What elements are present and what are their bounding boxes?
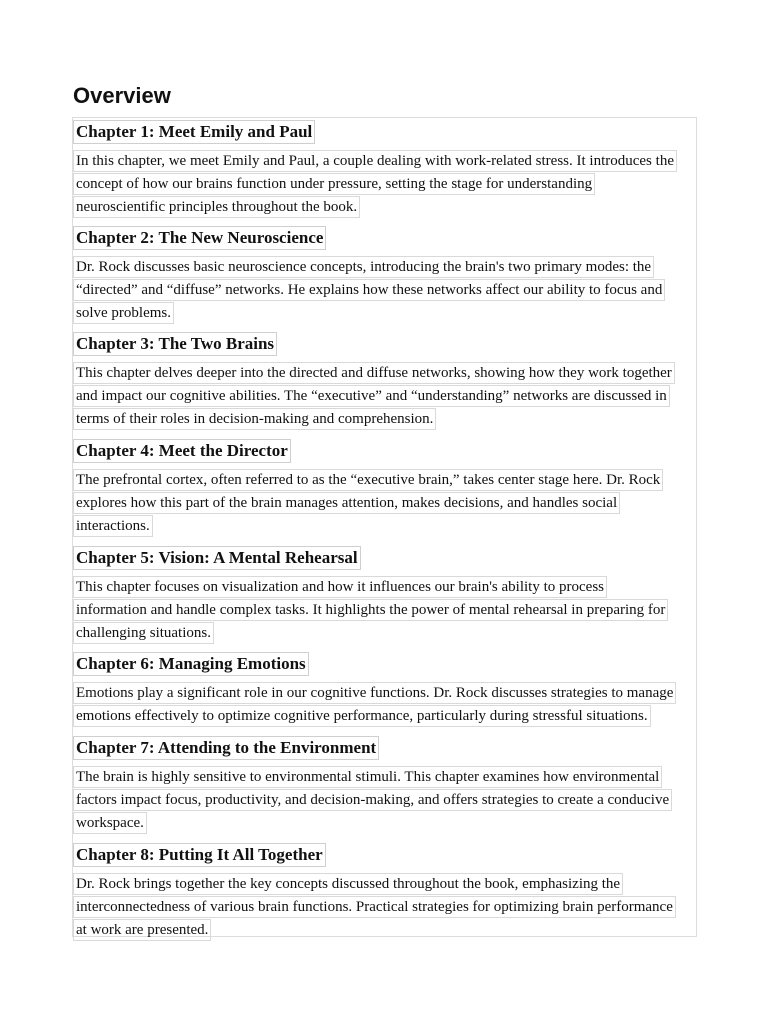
chapter-title: Chapter 5: Vision: A Mental Rehearsal [73,546,361,570]
chapter-summary-line: concept of how our brains function under pressure, setting the stage for understanding [73,173,595,195]
chapter-summary-line: Dr. Rock brings together the key concepts discussed throughout the book, emphasizing the [73,873,623,895]
chapter-summary-line: terms of their roles in decision-making and comprehension. [73,408,436,430]
chapter-title: Chapter 3: The Two Brains [73,332,277,356]
chapter-title: Chapter 4: Meet the Director [73,439,291,463]
chapter-summary-line: “directed” and “diffuse” networks. He explains how these networks affect our ability to focus and [73,279,665,301]
chapter-summary-line: neuroscientific principles throughout the book. [73,196,360,218]
chapter-title: Chapter 6: Managing Emotions [73,652,309,676]
chapter-title: Chapter 8: Putting It All Together [73,843,326,867]
chapter-summary-line: In this chapter, we meet Emily and Paul, a couple dealing with work-related stress. It introduces the [73,150,677,172]
chapter-summary-line: explores how this part of the brain manages attention, makes decisions, and handles social [73,492,620,514]
chapter-summary-line: information and handle complex tasks. It highlights the power of mental rehearsal in preparing for [73,599,668,621]
chapter-summary-line: and impact our cognitive abilities. The “executive” and “understanding” networks are discussed in [73,385,670,407]
chapter-title: Chapter 7: Attending to the Environment [73,736,379,760]
chapter-overview-box [72,117,697,937]
chapter-summary-line: emotions effectively to optimize cognitive performance, particularly during stressful situations. [73,705,651,727]
chapter-summary-line: solve problems. [73,302,174,324]
chapter-summary-line: workspace. [73,812,147,834]
chapter-summary-line: factors impact focus, productivity, and decision-making, and offers strategies to create a conducive [73,789,672,811]
page-title: Overview [73,83,171,108]
chapter-summary-line: This chapter focuses on visualization and how it influences our brain's ability to process [73,576,607,598]
chapter-summary-line: interactions. [73,515,153,537]
chapter-summary-line: The brain is highly sensitive to environmental stimuli. This chapter examines how environmental [73,766,662,788]
chapter-summary-line: This chapter delves deeper into the directed and diffuse networks, showing how they work together [73,362,675,384]
chapter-summary-line: at work are presented. [73,919,211,941]
chapter-summary-line: challenging situations. [73,622,214,644]
chapter-title: Chapter 2: The New Neuroscience [73,226,326,250]
chapter-summary-line: The prefrontal cortex, often referred to as the “executive brain,” takes center stage here. Dr. Rock [73,469,663,491]
chapter-summary-line: interconnectedness of various brain functions. Practical strategies for optimizing brain performance [73,896,676,918]
chapter-summary-line: Emotions play a significant role in our cognitive functions. Dr. Rock discusses strategies to manage [73,682,676,704]
chapter-title: Chapter 1: Meet Emily and Paul [73,120,315,144]
chapter-summary-line: Dr. Rock discusses basic neuroscience concepts, introducing the brain's two primary modes: the [73,256,654,278]
